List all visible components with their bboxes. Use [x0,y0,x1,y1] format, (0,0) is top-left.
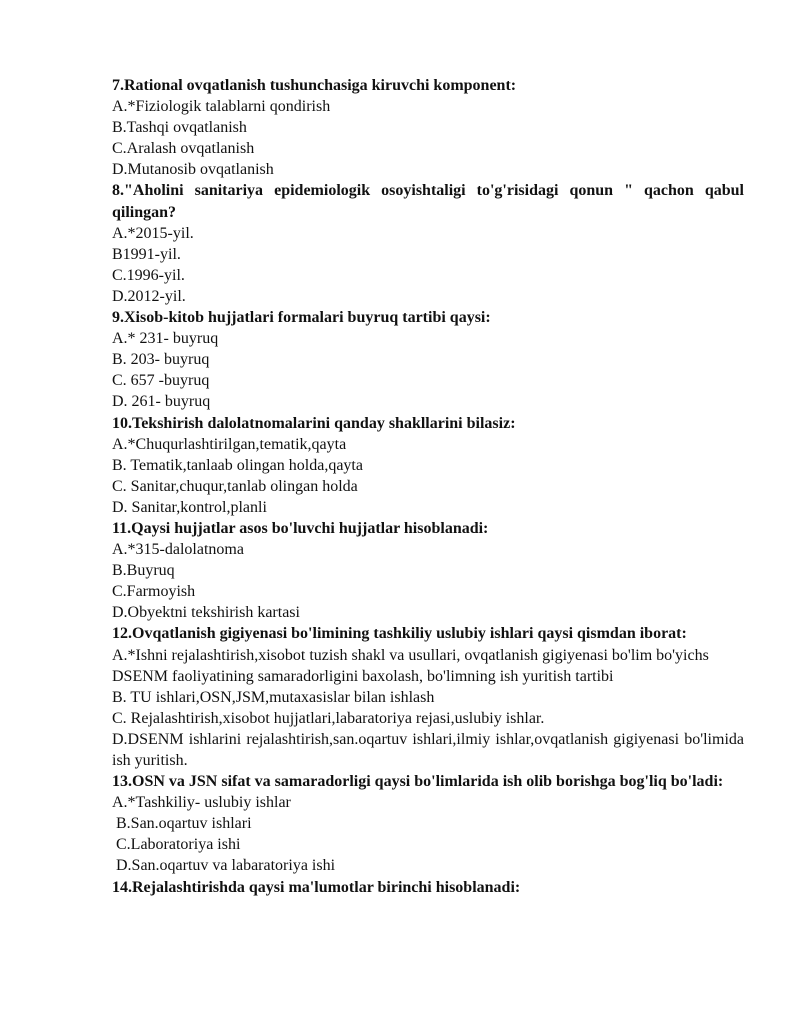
question-title: 10.Tekshirish dalolatnomalarini qanday shakllarini bilasiz: [112,414,516,432]
question-title: 14.Rejalashtirishda qaysi ma'lumotlar birinchi hisoblanadi: [112,878,521,896]
question-title: 9.Xisob-kitob hujjatlari formalari buyruq tartibi qaysi: [112,309,491,327]
answer-option: A.* 231- buyruq [112,330,219,348]
answer-option: A.*315-dalolatnoma [112,541,244,559]
answer-option: A.*Fiziologik talablarni qondirish [112,98,331,116]
question-8 [112,180,744,307]
question-title: 12.Ovqatlanish gigiyenasi bo'limining tashkiliy uslubiy ishlari qaysi qismdan iborat: [112,625,687,643]
answer-option: D. 261- buyruq [112,393,211,411]
answer-option: C. 657 -buyruq [112,372,210,390]
question-9 [112,307,744,412]
answer-option: D.San.oqartuv va labaratoriya ishi [112,857,336,875]
question-12 [112,623,748,771]
question-title: 7.Rational ovqatlanish tushunchasiga kiruvchi komponent: [112,77,517,94]
answer-option: C.1996-yil. [112,266,185,284]
answer-option: A.*Tashkiliy- uslubiy ishlar [112,794,291,812]
answer-option: D.DSENM ishlarini rejalashtirish,san.oqartuv ishlari,ilmiy ishlar,ovqatlanish gigiyenasi bo'limida ish yuritish. [112,730,748,769]
answer-option: A.*Ishni rejalashtirish,xisobot tuzish shakl va usullari, ovqatlanish gigiyenasi bo'lim bo'yichs DSENM faoliyatining samaradorligini baxolash, bo'limning ish yuritish tartibi [112,646,713,685]
answer-option: D. Sanitar,kontrol,planli [112,498,267,516]
question-title: 8."Aholini sanitariya epidemiologik osoyishtaligi to'g'risidagi qonun " qachon qabul qilingan? [112,182,744,221]
answer-option: C.Farmoyish [112,583,196,601]
question-11 [112,518,744,623]
question-title: 11.Qaysi hujjatlar asos bo'luvchi hujjatlar hisoblanadi: [112,519,489,537]
answer-option: B. Tematik,tanlaab olingan holda,qayta [112,456,363,474]
question-10 [112,413,744,518]
question-title: 13.OSN va JSN sifat va samaradorligi qaysi bo'limlarida ish olib borishga bog'liq bo'ladi: [112,773,724,791]
question-14 [112,877,744,898]
answer-option: A.*2015-yil. [112,224,194,242]
answer-option: B.San.oqartuv ishlari [112,815,252,833]
answer-option: C. Sanitar,chuqur,tanlab olingan holda [112,477,358,495]
answer-option: B. TU ishlari,OSN,JSM,mutaxasislar bilan ishlash [112,688,435,706]
answer-option: B.Buyruq [112,562,175,580]
question-13 [112,771,744,876]
answer-option: D.2012-yil. [112,287,186,305]
question-7 [112,75,744,180]
answer-option: C. Rejalashtirish,xisobot hujjatlari,labaratoriya rejasi,uslubiy ishlar. [112,709,545,727]
answer-option: C.Aralash ovqatlanish [112,140,255,158]
answer-option: D.Mutanosib ovqatlanish [112,161,274,179]
answer-option: B1991-yil. [112,245,181,263]
answer-option: D.Obyektni tekshirish kartasi [112,604,300,622]
answer-option: B.Tashqi ovqatlanish [112,119,247,137]
answer-option: C.Laboratoriya ishi [112,836,241,854]
answer-option: A.*Chuqurlashtirilgan,tematik,qayta [112,435,347,453]
answer-option: B. 203- buyruq [112,351,210,369]
document-page [112,75,748,898]
